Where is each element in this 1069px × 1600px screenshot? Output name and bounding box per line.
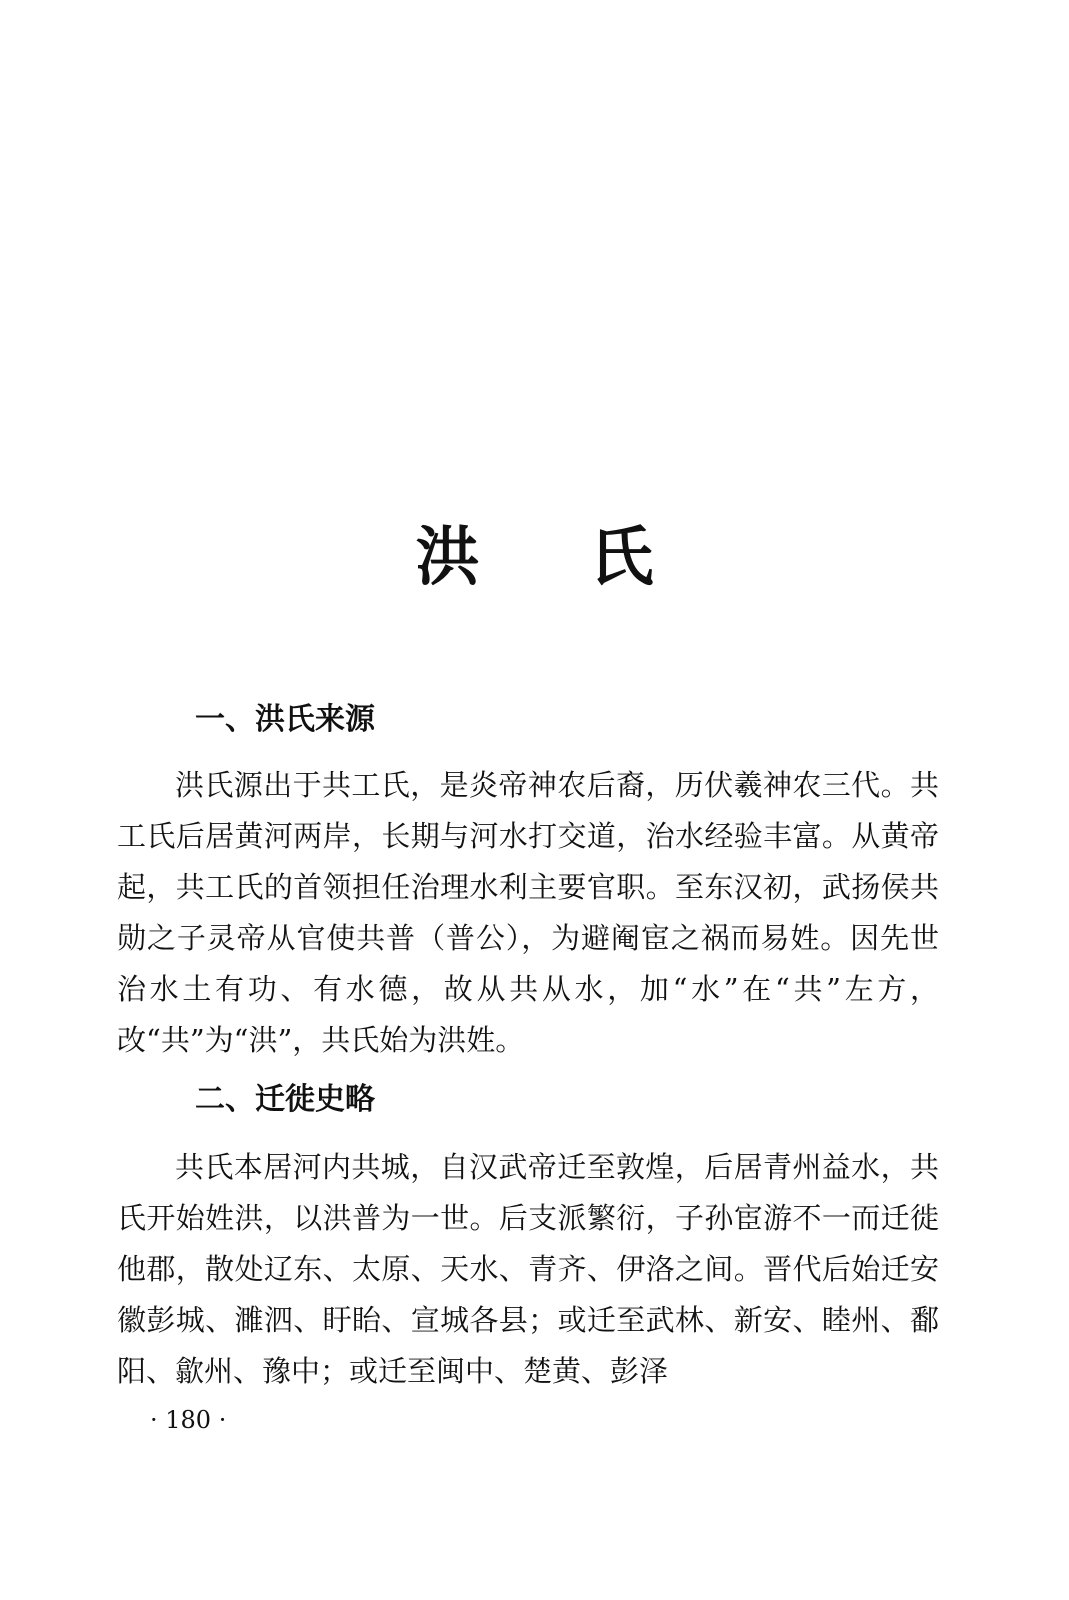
- section-heading-origin: 一、洪氏来源: [195, 702, 375, 737]
- section-heading-migration: 二、迁徙史略: [195, 1082, 375, 1117]
- section-paragraph-migration: 共氏本居河内共城，自汉武帝迁至敦煌，后居青州益水，共氏开始姓洪，以洪普为一世。后支派繁衍，子孙宦游不一而迁徙他郡，散处辽东、太原、天水、青齐、伊洛之间。晋代后始迁安徽彭城、濉泗、盱眙、宣城各县；或迁至武林、新安、睦州、鄱阳、歙州、豫中；或迁至闽中、楚黄、彭泽: [117, 1150, 939, 1388]
- chapter-title: 洪氏: [415, 520, 764, 595]
- page-number: · 180 ·: [150, 1406, 227, 1434]
- section-paragraph-origin: 洪氏源出于共工氏，是炎帝神农后裔，历伏羲神农三代。共工氏后居黄河两岸，长期与河水打交道，治水经验丰富。从黄帝起，共工氏的首领担任治理水利主要官职。至东汉初，武扬侯共勋之子灵帝从官使共普（普公），为避阉宦之祸而易姓。因先世治水土有功、有水德，故从共从水，加“水”在“共”左方，改“共”为“洪”，共氏始为洪姓。: [117, 768, 939, 1057]
